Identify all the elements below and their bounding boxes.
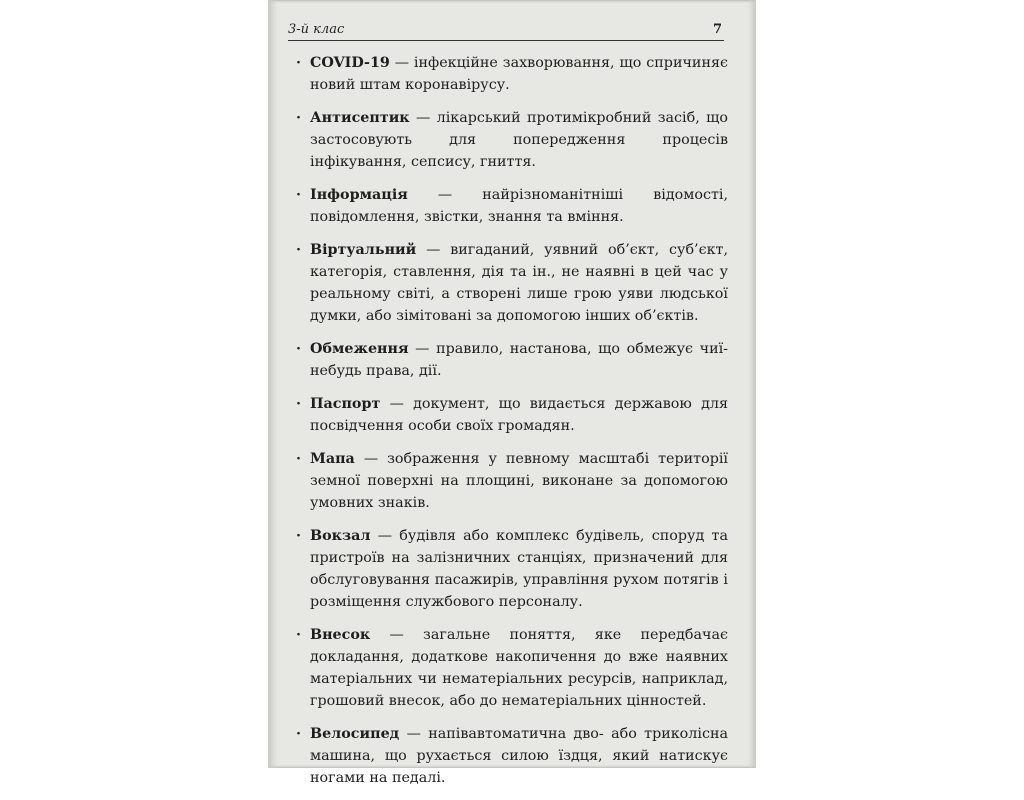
glossary-entry: [296, 239, 728, 327]
glossary-entry: [296, 723, 728, 789]
bullet-icon: ·: [296, 726, 301, 742]
bullet-icon: ·: [296, 627, 301, 643]
glossary-entry: [296, 184, 728, 228]
entry-definition: — документ, що видається державою для посвідчення особи своїх громадян.: [310, 396, 728, 434]
bullet-icon: ·: [296, 396, 301, 412]
bullet-icon: ·: [296, 528, 301, 544]
bullet-icon: ·: [296, 242, 301, 258]
glossary-entry: [296, 52, 728, 96]
entry-definition: — правило, настанова, що обмежує чиї-небудь права, дії.: [310, 341, 729, 379]
bullet-icon: ·: [296, 451, 301, 467]
entry-term: Обмеження: [310, 341, 409, 357]
glossary-entry: [296, 624, 728, 712]
bullet-icon: ·: [296, 55, 301, 71]
entry-term: Інформація: [310, 187, 408, 203]
book-page: [268, 0, 756, 786]
entry-term: Паспорт: [310, 396, 381, 412]
entry-term: Внесок: [310, 627, 371, 643]
entry-term: Мапа: [310, 451, 355, 467]
glossary-list: [296, 52, 728, 800]
section-title: 3-й клас: [288, 22, 345, 37]
page-header: [288, 18, 724, 41]
bullet-icon: ·: [296, 187, 301, 203]
glossary-entry: [296, 338, 728, 382]
glossary-entry: [296, 525, 728, 613]
glossary-entry: [296, 448, 728, 514]
entry-definition: — вигаданий, уявний об’єкт, суб’єкт, категорія, ставлення, дія та ін., не наявні в цей час у реальному світі, а створені лише грою уяви людської думки, або зімітовані за допомогою інших об’єктів.: [310, 242, 728, 324]
glossary-entry: [296, 393, 728, 437]
entry-definition: — лікарський протимікробний засіб, що застосовують для попередження процесів інфікування, сепсису, гниття.: [310, 110, 728, 170]
entry-definition: — інфекційне захворювання, що спричиняє новий штам коронавірусу.: [310, 55, 729, 93]
entry-term: Антисептик: [310, 110, 410, 126]
entry-term: Вокзал: [310, 528, 371, 544]
glossary-entry: [296, 107, 728, 173]
entry-definition: — будівля або комплекс будівель, споруд та пристроїв на залізничних станціях, призначений для обслуговування пасажирів, управління рухом потягів і розміщення службового персоналу.: [310, 528, 728, 610]
bullet-icon: ·: [296, 341, 301, 357]
entry-definition: — загальне поняття, яке передбачає докладання, додаткове накопичення до вже наявних матеріальних чи нематеріальних ресурсів, наприклад, грошовий внесок, або до нематеріальних цінностей.: [310, 627, 729, 709]
entry-definition: — зображення у певному масштабі території земної поверхні на площині, виконане за допомогою умовних знаків.: [310, 451, 728, 511]
entry-definition: — найрізноманітніші відомості, повідомлення, звістки, знання та вміння.: [310, 187, 728, 225]
page-number: 7: [712, 22, 722, 37]
entry-term: Віртуальний: [310, 242, 417, 258]
entry-term: COVID-19: [310, 55, 390, 71]
entry-definition: — напівавтоматична дво- або триколісна машина, що рухається силою їздця, який натискує ногами на педалі.: [310, 726, 729, 786]
bullet-icon: ·: [296, 110, 301, 126]
entry-term: Велосипед: [310, 726, 400, 742]
